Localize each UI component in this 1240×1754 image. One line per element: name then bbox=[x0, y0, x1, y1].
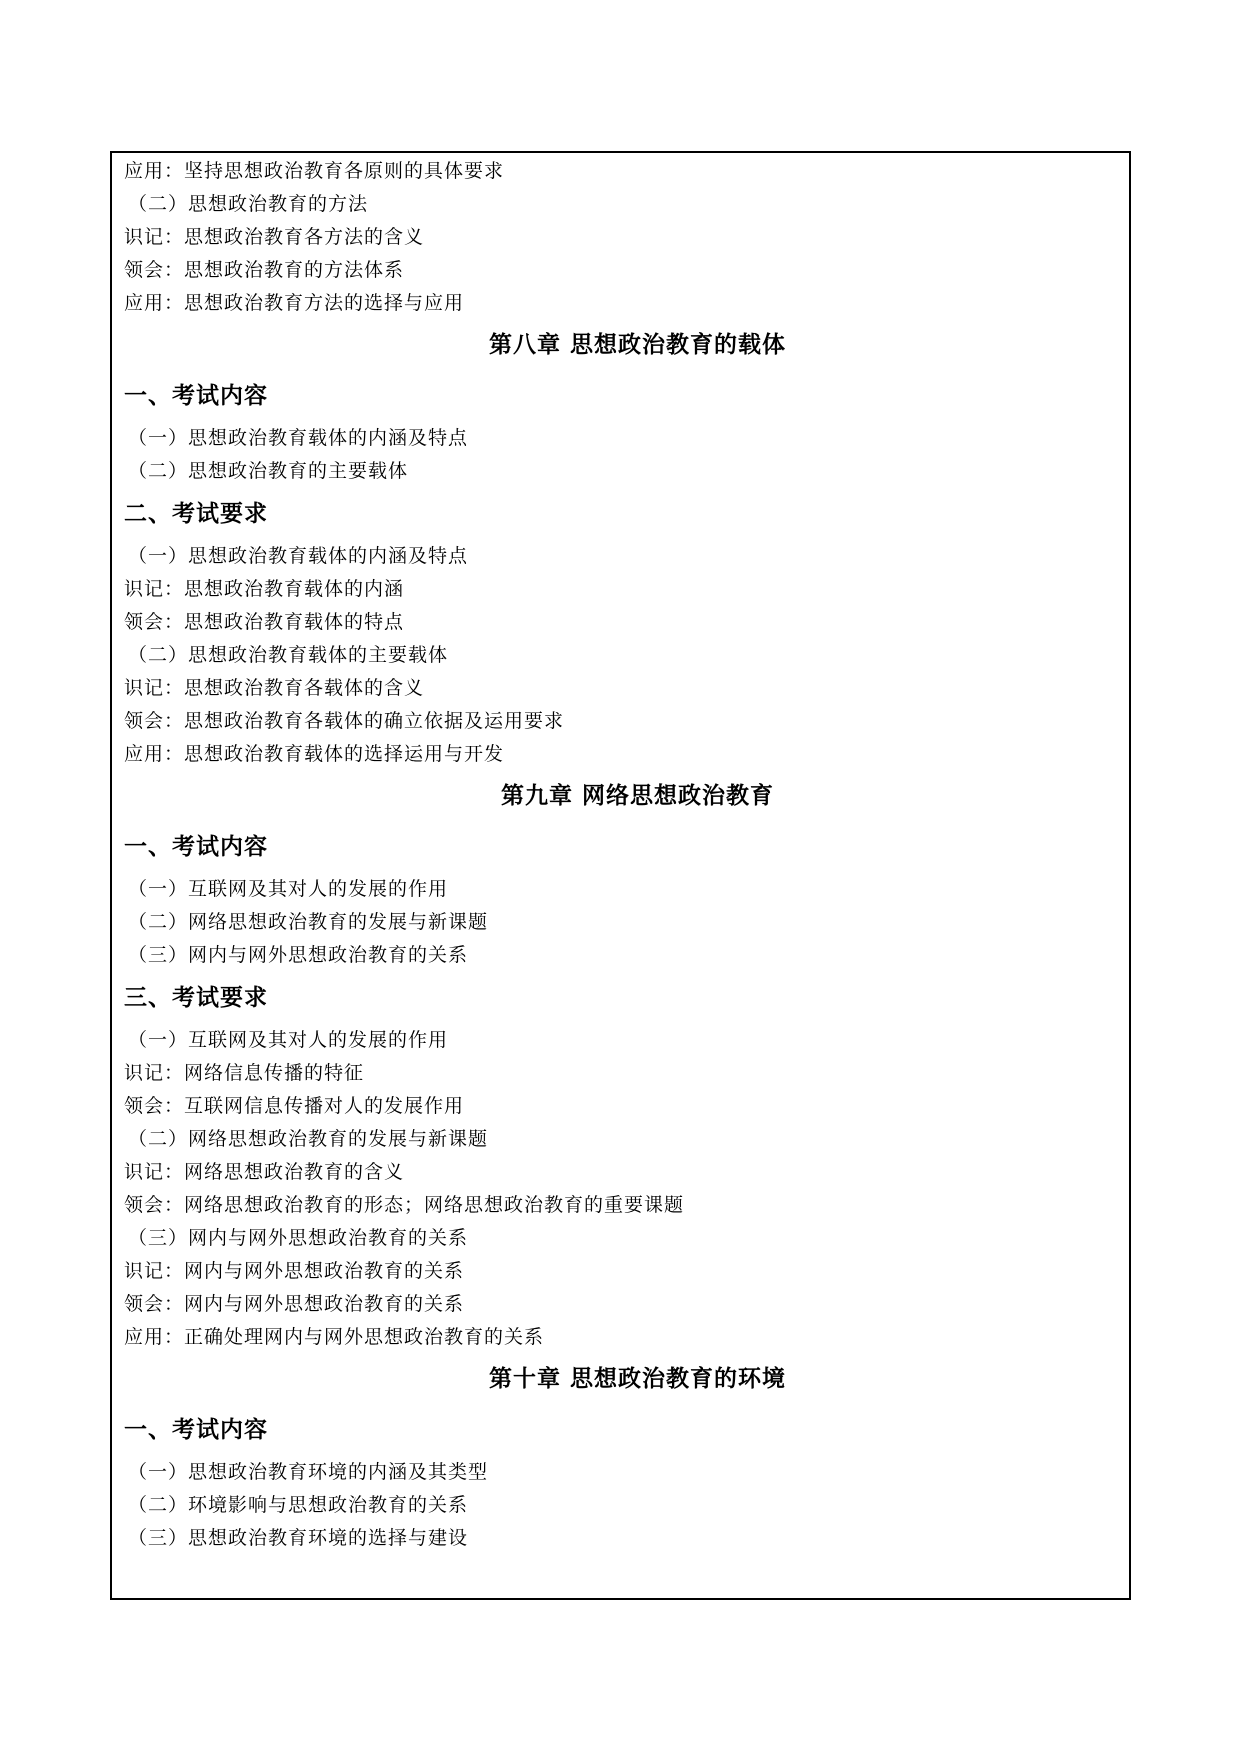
section-heading: 一、考试内容 bbox=[124, 1417, 268, 1443]
sub-item: （一）思想政治教育环境的内涵及其类型 bbox=[128, 1461, 489, 1483]
requirement-line: 应用：思想政治教育载体的选择运用与开发 bbox=[124, 743, 505, 765]
sub-item: （一）互联网及其对人的发展的作用 bbox=[128, 878, 449, 900]
sub-item: （一）互联网及其对人的发展的作用 bbox=[128, 1029, 449, 1051]
section-heading: 三、考试要求 bbox=[124, 985, 268, 1011]
requirement-line: 识记：网络思想政治教育的含义 bbox=[124, 1161, 405, 1183]
requirement-line: 识记：网络信息传播的特征 bbox=[124, 1062, 365, 1084]
requirement-line: 领会：网络思想政治教育的形态；网络思想政治教育的重要课题 bbox=[124, 1194, 685, 1216]
requirement-line: 识记：思想政治教育载体的内涵 bbox=[124, 578, 405, 600]
sub-item: （三）网内与网外思想政治教育的关系 bbox=[128, 944, 469, 966]
requirement-line: 应用：坚持思想政治教育各原则的具体要求 bbox=[124, 160, 505, 182]
document-frame bbox=[110, 151, 1131, 1600]
requirement-line: 领会：思想政治教育的方法体系 bbox=[124, 259, 405, 281]
requirement-line: 领会：网内与网外思想政治教育的关系 bbox=[124, 1293, 465, 1315]
requirement-line: 领会：思想政治教育载体的特点 bbox=[124, 611, 405, 633]
requirement-line: 识记：思想政治教育各载体的含义 bbox=[124, 677, 425, 699]
section-heading: 二、考试要求 bbox=[124, 501, 268, 527]
sub-item: （一）思想政治教育载体的内涵及特点 bbox=[128, 545, 469, 567]
requirement-line: 识记：网内与网外思想政治教育的关系 bbox=[124, 1260, 465, 1282]
section-heading: 一、考试内容 bbox=[124, 834, 268, 860]
sub-item: （三）思想政治教育环境的选择与建设 bbox=[128, 1527, 469, 1549]
document-content bbox=[112, 153, 1129, 1555]
chapter-heading: 第十章 思想政治教育的环境 bbox=[488, 1366, 786, 1392]
sub-item: （一）思想政治教育载体的内涵及特点 bbox=[128, 427, 469, 449]
chapter-heading: 第八章 思想政治教育的载体 bbox=[488, 332, 786, 358]
sub-item: （二）环境影响与思想政治教育的关系 bbox=[128, 1494, 469, 1516]
requirement-line: 领会：思想政治教育各载体的确立依据及运用要求 bbox=[124, 710, 565, 732]
sub-item: （二）思想政治教育的主要载体 bbox=[128, 460, 409, 482]
sub-item: （二）思想政治教育的方法 bbox=[128, 193, 369, 215]
requirement-line: 领会：互联网信息传播对人的发展作用 bbox=[124, 1095, 465, 1117]
requirement-line: 应用：正确处理网内与网外思想政治教育的关系 bbox=[124, 1326, 545, 1348]
sub-item: （二）网络思想政治教育的发展与新课题 bbox=[128, 1128, 489, 1150]
requirement-line: 应用：思想政治教育方法的选择与应用 bbox=[124, 292, 465, 314]
requirement-line: 识记：思想政治教育各方法的含义 bbox=[124, 226, 425, 248]
section-heading: 一、考试内容 bbox=[124, 383, 268, 409]
sub-item: （二）网络思想政治教育的发展与新课题 bbox=[128, 911, 489, 933]
chapter-heading: 第九章 网络思想政治教育 bbox=[500, 783, 774, 809]
sub-item: （二）思想政治教育载体的主要载体 bbox=[128, 644, 449, 666]
sub-item: （三）网内与网外思想政治教育的关系 bbox=[128, 1227, 469, 1249]
